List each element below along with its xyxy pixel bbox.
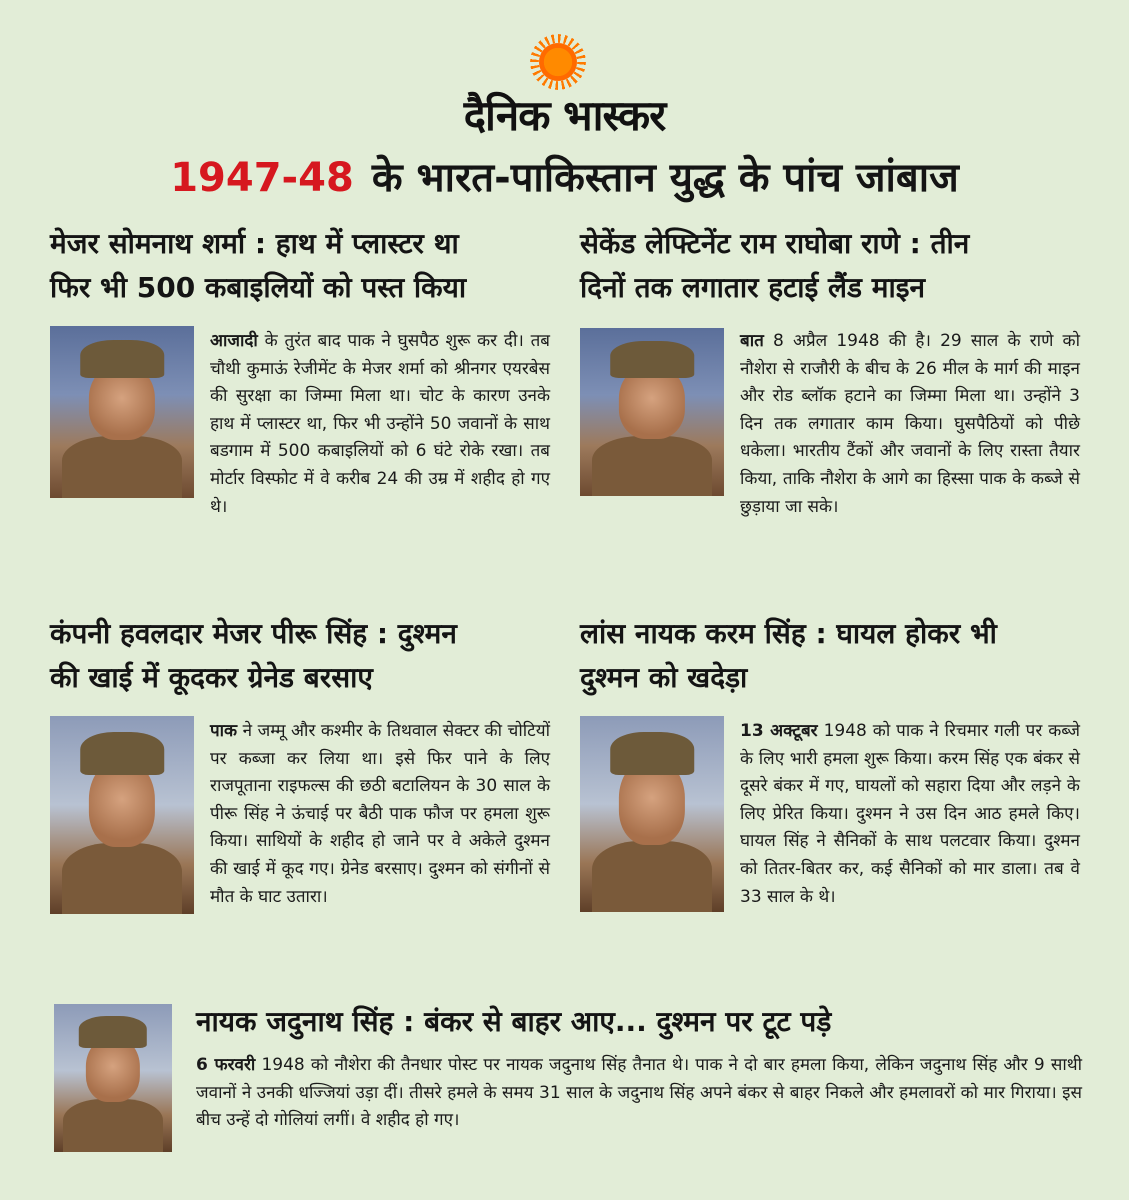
story-body-jadunath: 6 फरवरी 1948 को नौशेरा की तैनधार पोस्ट पर नायक जदुनाथ सिंह तैनात थे। पाक ने दो बार हमला किया, लेकिन जदुनाथ सिंह और 9 साथी जवानों ने उनकी धज्जियां उड़ा दीं। तीसरे हमले के समय 31 साल के जदुनाथ सिंह अपने बंकर से बाहर निकले और हमलावरों को मार गिराया। इस बीच उन्हें दो गोलियां लगीं। वे शहीद हो गए।: [196, 1055, 1082, 1131]
story-body-rane: बात 8 अप्रैल 1948 की है। 29 साल के राणे को नौशेरा से राजौरी के बीच के 26 मील के मार्ग की माइन और रोड ब्लॉक हटाने का जिम्मा मिला था। उन्होंने 3 दिन तक लगातार काम किया। घुसपैठियों को पीछे धकेला। भारतीय टैंकों और जवानों के लिए रास्ता तैयार किया, ताकि नौशेरा के आगे का हिस्सा पाक के कब्जे से छुड़ाया जा सके।: [740, 331, 1081, 517]
story-title-somnath: मेजर सोमनाथ शर्मा : हाथ में प्लास्टर था फिर भी 500 कबाइलियों को पस्त किया: [50, 227, 467, 304]
story-body-karam: 13 अक्टूबर 1948 को पाक ने रिचमार गली पर कब्जे के लिए भारी हमला शुरू किया। करम सिंह एक बंकर से दूसरे बंकर में गए, घायलों को सहारा दिया और लड़ने के लिए प्रेरित किया। दुश्मन ने उस दिन आठ हमले किए। घायल सिंह ने सैनिकों के साथ पलटवार किया। दुश्मन को तितर-बितर कर, कई सैनिकों को मार डाला। तब वे 33 साल के थे।: [740, 721, 1081, 907]
newspaper-logo: दैनिक भास्कर: [463, 91, 666, 140]
portrait-jadunath-singh-icon: [54, 1004, 172, 1152]
headline-text: के भारत-पाकिस्तान युद्ध के पांच जांबाज: [371, 155, 959, 201]
story-body-piru: पाक ने जम्मू और कश्मीर के तिथवाल सेक्टर की चोटियों पर कब्जा कर लिया था। इसे फिर पाने के लिए राजपूताना राइफल्स की छठी बटालियन के 30 साल के पीरू सिंह ने ऊंचाई पर बैठी पाक फौज पर हमला शुरू किया। साथियों के शहीद हो जाने पर वे अकेले दुश्मन की खाई में कूद गए। ग्रेनेड बरसाए। दुश्मन को संगीनों से मौत के घाट उतारा।: [210, 721, 550, 907]
main-headline: [0, 148, 1129, 203]
story-title-rane: सेकेंड लेफ्टिनेंट राम राघोबा राणे : तीन दिनों तक लगातार हटाई लैंड माइन: [580, 227, 970, 304]
story-title-karam: लांस नायक करम सिंह : घायल होकर भी दुश्मन को खदेड़ा: [580, 617, 997, 694]
story-body-somnath: आजादी के तुरंत बाद पाक ने घुसपैठ शुरू कर दी। तब चौथी कुमाऊं रेजीमेंट के मेजर शर्मा को श्रीनगर एयरबेस की सुरक्षा का जिम्मा मिला था। चोट के कारण उनके हाथ में प्लास्टर था, फिर भी उन्होंने 50 जवानों के साथ बडगाम में 500 कबाइलियों को 6 घंटे रोके रखा। तब मोर्टार विस्फोट में वे करीब 24 की उम्र में शहीद हो गए थे।: [210, 331, 550, 517]
sun-logo-icon: [536, 40, 580, 84]
story-title-jadunath: नायक जदुनाथ सिंह : बंकर से बाहर आए... दुश्मन पर टूट पड़े: [196, 1005, 832, 1038]
story-title-piru: कंपनी हवलदार मेजर पीरू सिंह : दुश्मन की खाई में कूदकर ग्रेनेड बरसाए: [50, 617, 457, 694]
headline-year: 1947-48: [170, 155, 354, 201]
